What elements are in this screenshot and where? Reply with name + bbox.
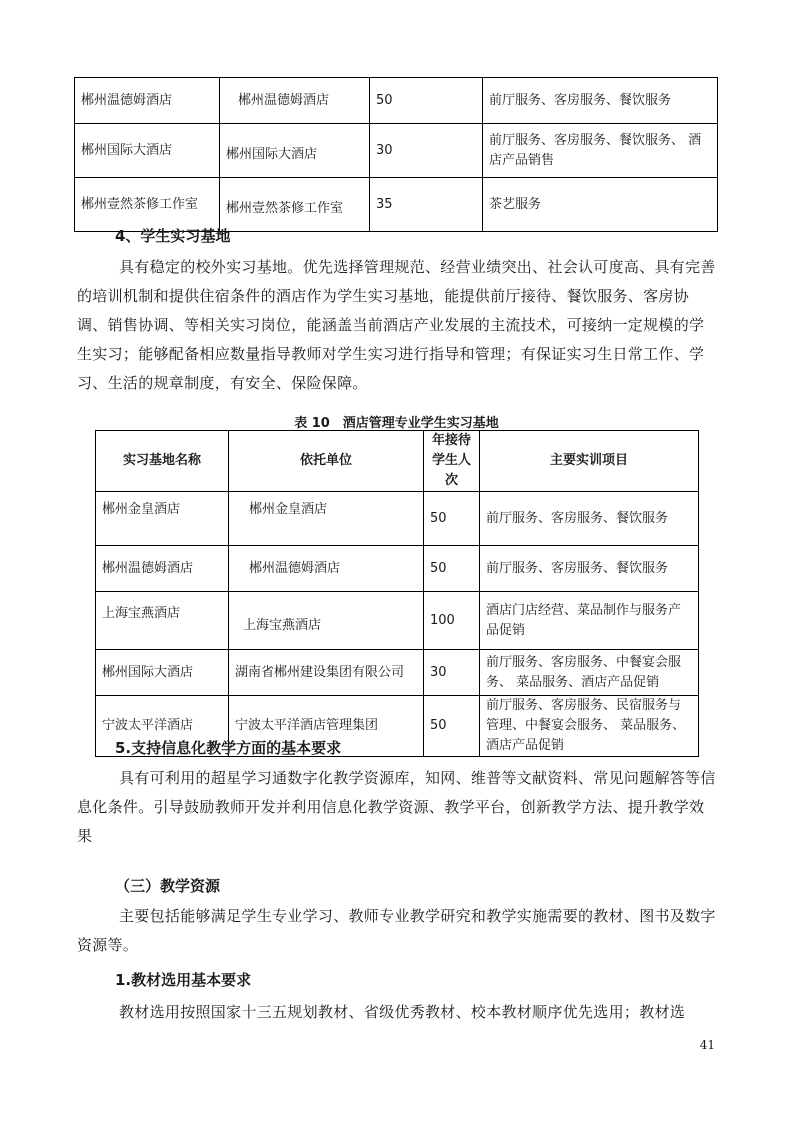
- items-cell: 前厅服务、客房服务、餐饮服务: [483, 78, 718, 124]
- base-name-cell: 郴州国际大酒店: [75, 124, 220, 178]
- unit-cell: 上海宝燕酒店: [229, 592, 424, 650]
- items-cell: 前厅服务、客房服务、餐饮服务: [480, 546, 699, 592]
- header-base-name: 实习基地名称: [96, 431, 229, 492]
- table-row: [75, 178, 718, 232]
- top-table: [74, 77, 718, 232]
- count-cell: 30: [424, 650, 480, 696]
- items-cell: 前厅服务、客房服务、中餐宴会服务、 菜品服务、酒店产品促销: [480, 650, 699, 696]
- section-heading: （三）教学资源: [115, 877, 221, 895]
- items-cell: 前厅服务、客房服务、餐饮服务、 酒店产品销售: [483, 124, 718, 178]
- header-items: 主要实训项目: [480, 431, 699, 492]
- items-cell: 前厅服务、客房服务、餐饮服务: [480, 492, 699, 546]
- base-name-cell: 上海宝燕酒店: [96, 592, 229, 650]
- count-cell: 50: [370, 78, 483, 124]
- section-heading: 5.支持信息化教学方面的基本要求: [115, 739, 342, 757]
- table-caption: 表 10 酒店管理专业学生实习基地: [294, 416, 499, 431]
- count-cell: 50: [424, 492, 480, 546]
- items-cell: 茶艺服务: [483, 178, 718, 232]
- count-cell: 50: [424, 546, 480, 592]
- unit-cell: 郴州温德姆酒店: [220, 78, 370, 124]
- base-name-cell: 郴州温德姆酒店: [96, 546, 229, 592]
- unit-cell: 郴州温德姆酒店: [229, 546, 424, 592]
- base-name-cell: 宁波太平洋酒店: [96, 696, 229, 757]
- section-heading: 1.教材选用基本要求: [115, 971, 252, 989]
- unit-cell: 宁波太平洋酒店管理集团: [229, 696, 424, 757]
- unit-cell: 郴州金皇酒店: [229, 492, 424, 546]
- internship-base-table: [95, 430, 699, 757]
- unit-cell: 郴州壹然茶修工作室: [220, 178, 370, 232]
- base-name-cell: 郴州壹然茶修工作室: [75, 178, 220, 232]
- items-cell: 酒店门店经营、菜品制作与服务产品促销: [480, 592, 699, 650]
- count-cell: 100: [424, 592, 480, 650]
- table-row: [96, 650, 699, 696]
- table-row: [96, 592, 699, 650]
- section-heading: 4、学生实习基地: [115, 227, 231, 245]
- section-paragraph: 具有可利用的超星学习通数字化教学资源库，知网、维普等文献资料、常见问题解答等信息化条件。引导鼓励教师开发并利用信息化教学资源、教学平台，创新教学方法、提升教学效果: [77, 769, 716, 845]
- base-name-cell: 郴州国际大酒店: [96, 650, 229, 696]
- header-unit: 依托单位: [229, 431, 424, 492]
- section-paragraph: 教材选用按照国家十三五规划教材、省级优秀教材、校本教材顺序优先选用；教材选: [119, 1003, 686, 1021]
- items-cell: 前厅服务、客房服务、民宿服务与管理、中餐宴会服务、 菜品服务、酒店产品促销: [480, 696, 699, 757]
- count-cell: 35: [370, 178, 483, 232]
- section-paragraph: 主要包括能够满足学生专业学习、教师专业教学研究和教学实施需要的教材、图书及数字资源等。: [77, 907, 716, 954]
- unit-cell: 湖南省郴州建设集团有限公司: [229, 650, 424, 696]
- unit-cell: 郴州国际大酒店: [220, 124, 370, 178]
- table-row: [96, 546, 699, 592]
- table-row: [75, 124, 718, 178]
- section-paragraph: 具有稳定的校外实习基地。优先选择管理规范、经营业绩突出、社会认可度高、具有完善的培训机制和提供住宿条件的酒店作为学生实习基地，能提供前厅接待、餐饮服务、客房协调、销售协调、等相关实习岗位，能涵盖当前酒店产业发展的主流技术，可接纳一定规模的学生实习；能够配备相应数量指导教师对学生实习进行指导和管理；有保证实习生日常工作、学习、生活的规章制度，有安全、保险保障。: [77, 258, 716, 392]
- table-row: [75, 78, 718, 124]
- table-header-row: [96, 431, 699, 492]
- count-cell: 50: [424, 696, 480, 757]
- page-number: 41: [699, 1038, 715, 1052]
- base-name-cell: 郴州温德姆酒店: [75, 78, 220, 124]
- count-cell: 30: [370, 124, 483, 178]
- table-row: [96, 492, 699, 546]
- header-count: 年接待学生人次: [424, 431, 480, 492]
- base-name-cell: 郴州金皇酒店: [96, 492, 229, 546]
